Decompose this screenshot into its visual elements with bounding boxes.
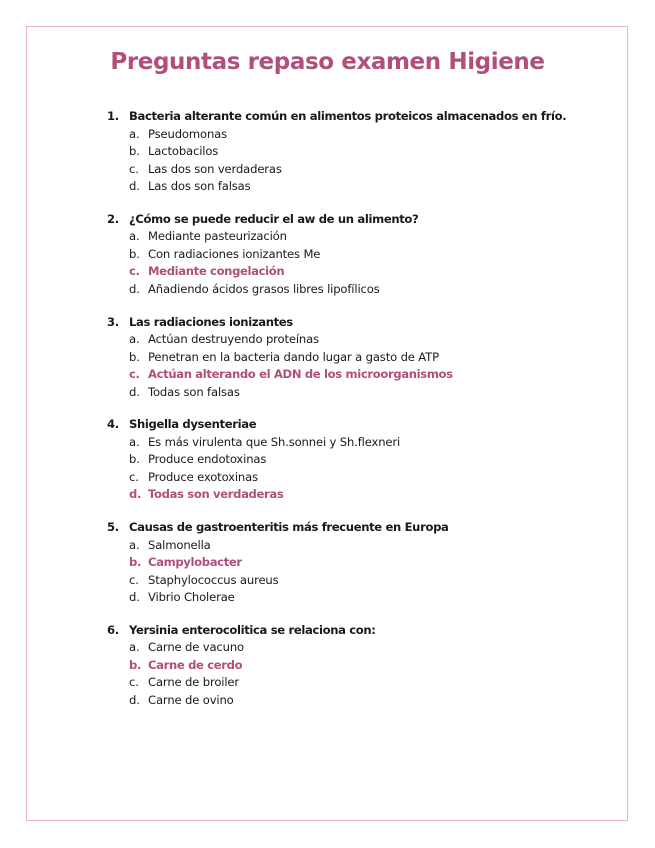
option-d-correct-answer <box>129 486 607 504</box>
question-heading <box>107 314 607 332</box>
option-a <box>129 228 607 246</box>
option-b <box>129 451 607 469</box>
option-d <box>129 589 607 607</box>
option-letter: b. <box>129 246 140 261</box>
option-d <box>129 384 607 402</box>
option-letter: c. <box>129 367 140 382</box>
option-b <box>129 246 607 264</box>
question-text: Yersinia enterocolitica se relaciona con: <box>129 622 376 637</box>
option-letter: c. <box>129 161 139 176</box>
question-heading <box>107 519 607 537</box>
option-text: Mediante congelación <box>148 264 285 279</box>
option-text: Staphylococcus aureus <box>148 572 279 587</box>
option-text: Es más virulenta que Sh.sonnei y Sh.flexneri <box>148 434 401 449</box>
option-letter: c. <box>129 675 139 690</box>
option-d <box>129 281 607 299</box>
option-c <box>129 674 607 692</box>
option-b-correct-answer <box>129 657 607 675</box>
option-letter: a. <box>129 229 140 244</box>
question-4 <box>107 416 607 504</box>
option-text: Las dos son falsas <box>148 179 251 193</box>
option-letter: b. <box>129 144 140 158</box>
option-list <box>107 537 607 607</box>
option-text: Actúan alterando el ADN de los microorganismos <box>148 367 453 382</box>
option-letter: d. <box>129 487 142 502</box>
option-letter: b. <box>129 349 140 364</box>
question-text: Shigella dysenteriae <box>129 417 257 432</box>
question-6 <box>107 622 607 710</box>
option-text: Pseudomonas <box>148 126 227 141</box>
question-list <box>107 108 607 725</box>
option-letter: d. <box>129 384 140 399</box>
question-heading <box>107 622 607 640</box>
option-text: Todas son falsas <box>148 384 240 399</box>
option-list <box>107 639 607 709</box>
option-c <box>129 469 607 487</box>
question-number: 3. <box>107 314 119 329</box>
option-a <box>129 331 607 349</box>
option-letter: d. <box>129 590 140 605</box>
option-letter: a. <box>129 126 140 141</box>
option-c <box>129 572 607 590</box>
option-d <box>129 692 607 710</box>
option-letter: c. <box>129 572 139 587</box>
option-list <box>107 331 607 401</box>
question-heading <box>107 211 607 229</box>
question-1 <box>107 108 607 196</box>
option-text: Produce endotoxinas <box>148 452 267 467</box>
question-text: ¿Cómo se puede reducir el aw de un alimento? <box>129 211 419 226</box>
question-number: 2. <box>107 211 119 226</box>
option-letter: c. <box>129 264 140 279</box>
option-list <box>107 434 607 504</box>
option-a <box>129 434 607 452</box>
option-c-correct-answer <box>129 366 607 384</box>
option-a <box>129 126 607 144</box>
option-text: Penetran en la bacteria dando lugar a gasto de ATP <box>148 349 439 364</box>
option-text: Carne de cerdo <box>148 657 243 672</box>
option-list <box>107 228 607 298</box>
option-letter: a. <box>129 332 140 347</box>
option-text: Salmonella <box>148 537 211 552</box>
option-letter: c. <box>129 469 139 484</box>
option-text: Carne de ovino <box>148 692 234 707</box>
option-text: Mediante pasteurización <box>148 229 287 244</box>
option-a <box>129 639 607 657</box>
option-letter: b. <box>129 657 142 672</box>
question-3 <box>107 314 607 402</box>
option-d <box>129 178 607 196</box>
question-number: 1. <box>107 109 119 123</box>
option-letter: d. <box>129 179 140 193</box>
question-2 <box>107 211 607 299</box>
question-5 <box>107 519 607 607</box>
option-text: Lactobacilos <box>148 144 219 158</box>
option-text: Produce exotoxinas <box>148 469 258 484</box>
option-c <box>129 161 607 179</box>
option-letter: a. <box>129 434 140 449</box>
option-text: Añadiendo ácidos grasos libres lipofílicos <box>148 281 380 296</box>
question-heading <box>107 416 607 434</box>
question-heading <box>107 108 607 126</box>
option-c-correct-answer <box>129 263 607 281</box>
option-b <box>129 349 607 367</box>
option-text: Vibrio Cholerae <box>148 590 235 605</box>
option-text: Carne de broiler <box>148 675 240 690</box>
question-number: 5. <box>107 520 119 535</box>
question-number: 4. <box>107 417 119 432</box>
option-text: Carne de vacuno <box>148 640 244 655</box>
option-text: Campylobacter <box>148 555 242 570</box>
question-text: Las radiaciones ionizantes <box>129 314 293 329</box>
option-text: Todas son verdaderas <box>148 487 284 502</box>
question-number: 6. <box>107 622 119 637</box>
question-text: Bacteria alterante común en alimentos proteicos almacenados en frío. <box>129 109 567 123</box>
option-text: Actúan destruyendo proteínas <box>148 332 319 347</box>
option-letter: b. <box>129 452 140 467</box>
option-a <box>129 537 607 555</box>
option-letter: b. <box>129 555 142 570</box>
option-list <box>107 126 607 196</box>
option-text: Con radiaciones ionizantes Me <box>148 246 321 261</box>
option-b-correct-answer <box>129 554 607 572</box>
option-b <box>129 143 607 161</box>
option-letter: a. <box>129 537 140 552</box>
page-title: Preguntas repaso examen Higiene <box>110 49 545 75</box>
option-text: Las dos son verdaderas <box>148 161 282 176</box>
question-text: Causas de gastroenteritis más frecuente en Europa <box>129 520 449 535</box>
option-letter: a. <box>129 640 140 655</box>
option-letter: d. <box>129 692 140 707</box>
option-letter: d. <box>129 281 140 296</box>
